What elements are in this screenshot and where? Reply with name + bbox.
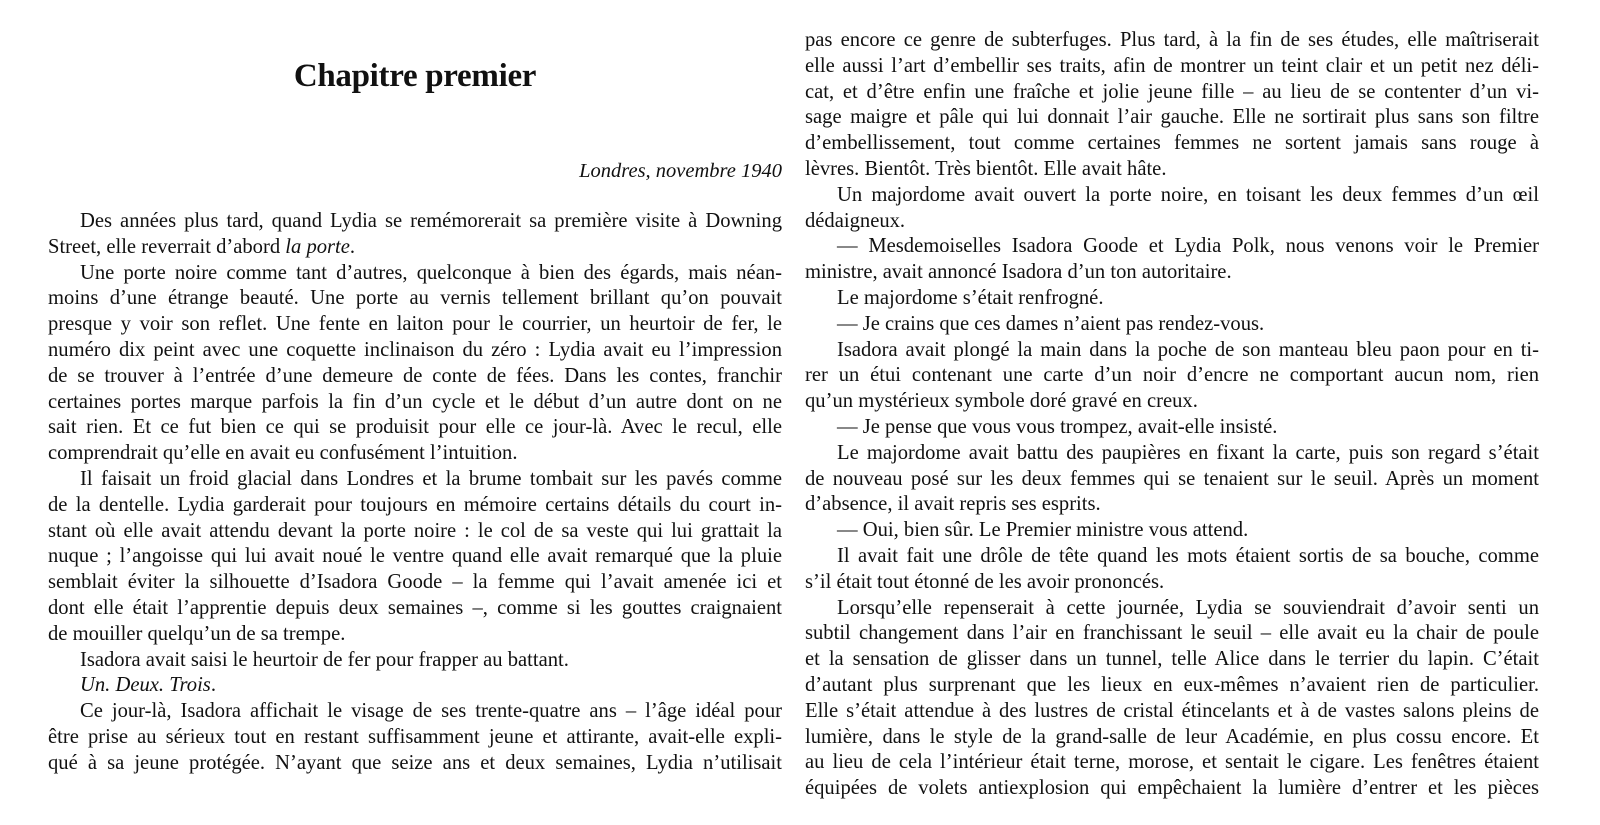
text-line-content: d’autant plus surprenant que les lieux en eux-mêmes n’avaient rien de particulier. <box>805 673 1539 696</box>
text-line <box>805 105 1539 131</box>
text-line-content: qu’un mystérieux symbole doré gravé en creux. <box>805 390 1198 413</box>
text-line <box>48 312 782 338</box>
text-line-content: Il faisait un froid glacial dans Londres et la brume tombait sur les pavés comme <box>80 467 782 490</box>
dateline: Londres, novembre 1940 <box>579 160 782 182</box>
text-line-content: être prise au sérieux tout en restant suffisamment jeune et attirante, avait-elle expli- <box>48 725 782 748</box>
text-line <box>805 415 1539 441</box>
right-page-body-text <box>805 28 1539 802</box>
text-line <box>48 286 782 312</box>
text-line <box>805 157 1539 183</box>
text-line <box>805 312 1539 338</box>
text-line <box>48 544 782 570</box>
text-line-content: Des années plus tard, quand Lydia se remémorerait sa première visite à Downing <box>80 210 782 232</box>
text-line <box>48 570 782 596</box>
text-line <box>48 519 782 545</box>
text-line <box>48 725 782 751</box>
text-line-content: et la sensation de glisser dans un tunnel, telle Alice dans le terrier du lapin. C’était <box>805 648 1539 671</box>
text-line <box>805 389 1539 415</box>
text-line-tail: . <box>349 235 356 258</box>
text-line-content: subtil changement dans l’air en franchissant le seuil – elle avait eu la chair de poule <box>805 622 1539 645</box>
text-line <box>805 131 1539 157</box>
text-line-content: — Oui, bien sûr. Le Premier ministre vous attend. <box>837 519 1249 542</box>
text-line <box>48 622 782 648</box>
text-line-content: certaines portes marque parfois la fin d’un cycle et le début d’un autre dont on ne <box>48 390 782 413</box>
text-line <box>805 234 1539 260</box>
text-line-content: elle aussi l’art d’embellir ses traits, afin de montrer un teint clair et un petit nez déli- <box>805 54 1539 77</box>
text-line-content: — Mesdemoiselles Isadora Goode et Lydia Polk, nous venons voir le Premier <box>837 235 1539 258</box>
left-page-body-text <box>48 209 782 777</box>
text-line-content: stant où elle avait attendu devant la porte noire : le col de sa veste qui lui grattait la <box>48 519 782 542</box>
text-line <box>805 544 1539 570</box>
text-line-content: moins d’une étrange beauté. Une porte au vernis tellement brillant qu’on pouvait <box>48 287 782 310</box>
text-line <box>805 492 1539 518</box>
text-line <box>805 467 1539 493</box>
chapter-title: Chapitre premier <box>293 58 537 94</box>
text-line-content: presque y voir son reflet. Une fente en laiton pour le courrier, un heurtoir de fer, le <box>48 313 782 336</box>
text-line-content: dont elle était l’apprentie depuis deux semaines –, comme si les gouttes craignaient <box>48 596 782 619</box>
text-line-content: rer un étui contenant une carte d’un noir d’encre ne comportant aucun nom, rien <box>805 364 1539 387</box>
text-line-content: s’il était tout étonné de les avoir prononcés. <box>805 570 1165 593</box>
text-line-content: Ce jour-là, Isadora affichait le visage de ses trente-quatre ans – l’âge idéal pour <box>80 700 782 723</box>
text-line <box>48 415 782 441</box>
text-line <box>48 673 782 699</box>
text-line-content: Elle s’était attendue à des lustres de cristal étincelants et à de vastes salons pleins de <box>805 699 1539 722</box>
text-line-content: Une porte noire comme tant d’autres, quelconque à bien des égards, mais néan- <box>80 261 782 284</box>
text-line-content: d’embellissement, tout comme certaines femmes ne sortent jamais sans rouge à <box>805 132 1539 155</box>
italic-emphasis: Un. Deux. Trois <box>80 674 211 697</box>
text-line <box>805 647 1539 673</box>
text-line-tail: . <box>210 674 216 697</box>
text-line <box>805 518 1539 544</box>
text-line-content: — Je pense que vous vous trompez, avait-elle insisté. <box>837 415 1278 438</box>
text-line <box>48 648 782 674</box>
text-line <box>805 363 1539 389</box>
text-line-content: d’absence, il avait repris ses esprits. <box>805 493 1101 516</box>
text-line-content: — Je crains que ces dames n’aient pas rendez-vous. <box>837 312 1265 335</box>
text-line-content: de la dentelle. Lydia garderait pour toujours en mémoire certains détails du court in- <box>48 493 782 516</box>
text-line <box>805 699 1539 725</box>
text-line-content: équipées de volets antiexplosion qui empêchaient la lumière d’entrer et les pièces <box>805 777 1539 800</box>
text-line <box>805 209 1539 235</box>
text-line-content: numéro dix peint avec une coquette inclinaison du zéro : Lydia avait eu l’impression <box>48 338 782 361</box>
text-line-content: Un majordome avait ouvert la porte noire, en toisant les deux femmes d’un œil <box>837 183 1539 206</box>
text-line <box>48 493 782 519</box>
text-line <box>805 286 1539 312</box>
text-line <box>805 570 1539 596</box>
text-line-content: lumière, dans le style de la grand-salle de leur Académie, en plus cossu encore. Et <box>805 725 1539 748</box>
text-line-content: sage maigre et pâle qui lui donnait l’air gauche. Elle ne sortirait plus sans son filtre <box>805 106 1539 129</box>
text-line-content: comprendrait qu’elle en avait eu confusément l’intuition. <box>48 442 518 465</box>
text-line <box>805 750 1539 776</box>
text-line <box>48 467 782 493</box>
text-line-content: au lieu de cela l’intérieur était terne, morose, et sentait le cigare. Les fenêtres étaient <box>805 751 1539 774</box>
text-line-content: Street, elle reverrait d’abord <box>48 235 286 258</box>
text-line <box>805 54 1539 80</box>
text-line-content: semblait éviter la silhouette d’Isadora Goode – la femme qui l’avait amenée ici et <box>48 571 782 594</box>
text-line <box>48 390 782 416</box>
text-line-content: qué à sa jeune protégée. N’ayant que seize ans et deux semaines, Lydia n’utilisait <box>48 751 782 774</box>
text-line <box>48 209 782 235</box>
text-line-content: nuque ; l’angoisse qui lui avait noué le ventre quand elle avait remarqué que la pluie <box>48 545 782 568</box>
text-line-content: de mouiller quelqu’un de sa trempe. <box>48 622 346 645</box>
text-line <box>48 596 782 622</box>
text-line-content: Le majordome s’était renfrogné. <box>837 286 1104 309</box>
text-line-content: cat, et d’être enfin une fraîche et jolie jeune fille – au lieu de se contenter d’un vi- <box>805 80 1539 103</box>
text-line <box>805 725 1539 751</box>
text-line <box>805 260 1539 286</box>
text-line <box>48 261 782 287</box>
text-line <box>805 338 1539 364</box>
text-line <box>805 80 1539 106</box>
italic-emphasis: la porte <box>285 235 350 258</box>
text-line-content: sait rien. Et ce fut bien ce qui se produisit pour elle ce jour-là. Avec le recul, elle <box>48 416 782 439</box>
text-line <box>48 364 782 390</box>
text-line <box>48 699 782 725</box>
text-line-content: ministre, avait annoncé Isadora d’un ton autoritaire. <box>805 261 1232 284</box>
text-line-content: lèvres. Bientôt. Très bientôt. Elle avait hâte. <box>805 157 1167 180</box>
text-line-content: Isadora avait plongé la main dans la poche de son manteau bleu paon pour en ti- <box>837 338 1539 361</box>
text-line-content: Lorsqu’elle repenserait à cette journée, Lydia se souviendrait d’avoir senti un <box>837 596 1539 619</box>
left-page <box>30 0 782 825</box>
text-line-content: dédaigneux. <box>805 209 906 232</box>
text-line-content: Il avait fait une drôle de tête quand les mots étaient sortis de sa bouche, comme <box>837 544 1539 567</box>
text-line-content: pas encore ce genre de subterfuges. Plus tard, à la fin de ses études, elle maîtriserait <box>805 29 1539 51</box>
text-line <box>805 776 1539 802</box>
text-line <box>48 441 782 467</box>
text-line <box>48 751 782 777</box>
text-line <box>805 673 1539 699</box>
text-line <box>805 596 1539 622</box>
text-line-content: de se trouver à l’entrée d’une demeure de conte de fées. Dans les contes, franchir <box>48 364 782 387</box>
text-line <box>805 441 1539 467</box>
right-page <box>805 0 1557 825</box>
text-line <box>805 621 1539 647</box>
text-line <box>48 235 782 261</box>
text-line <box>48 338 782 364</box>
text-line-content: Isadora avait saisi le heurtoir de fer pour frapper au battant. <box>80 648 569 671</box>
text-line-content: de nouveau posé sur les deux femmes qui se tenaient sur le seuil. Après un moment <box>805 467 1539 490</box>
text-line-content: Le majordome avait battu des paupières en fixant la carte, puis son regard s’était <box>837 441 1539 464</box>
text-line <box>805 28 1539 54</box>
text-line <box>805 183 1539 209</box>
